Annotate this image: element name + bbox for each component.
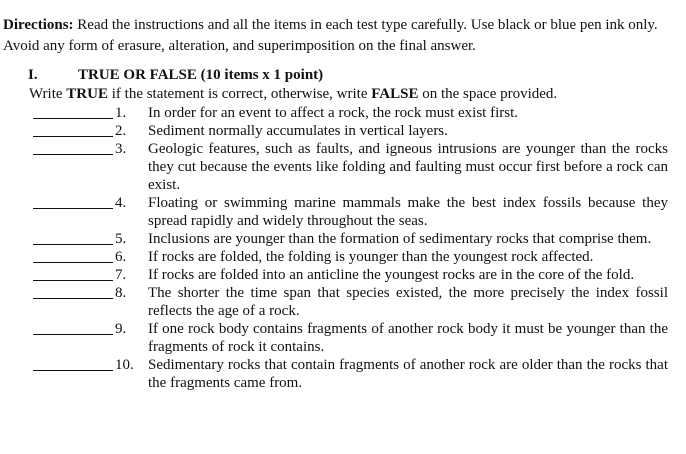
answer-blank[interactable] <box>33 266 113 281</box>
instruction-true-word: TRUE <box>66 86 108 102</box>
directions-label: Directions: <box>3 17 74 33</box>
question-item <box>3 104 668 122</box>
question-text: The shorter the time span that species existed, the more precisely the index fossil reflects the age of a rock. <box>148 285 668 319</box>
question-text: Inclusions are younger than the formation of sedimentary rocks that comprise them. <box>148 231 652 247</box>
question-number: 10. <box>115 357 134 373</box>
directions-paragraph <box>3 15 668 57</box>
question-number: 5. <box>115 231 127 247</box>
question-list <box>3 104 668 392</box>
instruction-false-word: FALSE <box>371 86 419 102</box>
question-number: 4. <box>115 195 127 211</box>
directions-text: Read the instructions and all the items in each test type carefully. Use black or blue pen ink only. Avoid any form of erasure, alteration, and superimposition on the final answer. <box>3 17 658 54</box>
instruction-suffix: on the space provided. <box>418 86 558 102</box>
answer-blank[interactable] <box>33 320 113 335</box>
question-number: 8. <box>115 285 127 301</box>
answer-blank[interactable] <box>33 104 113 119</box>
question-text: In order for an event to affect a rock, the rock must exist first. <box>148 105 519 121</box>
answer-blank[interactable] <box>33 284 113 299</box>
question-text: Sediment normally accumulates in vertical layers. <box>148 123 448 139</box>
answer-blank[interactable] <box>33 122 113 137</box>
section-heading <box>3 66 668 85</box>
answer-blank[interactable] <box>33 230 113 245</box>
answer-blank[interactable] <box>33 140 113 155</box>
question-number: 1. <box>115 105 127 121</box>
question-item <box>3 266 668 284</box>
section-number: I. <box>28 67 38 83</box>
instruction-prefix: Write <box>29 86 67 102</box>
question-number: 3. <box>115 141 127 157</box>
question-text: If one rock body contains fragments of another rock body it must be younger than the fragments of rock it contains. <box>148 321 668 355</box>
answer-blank[interactable] <box>33 356 113 371</box>
question-item <box>3 320 668 356</box>
section-instruction <box>3 85 668 104</box>
question-number: 7. <box>115 267 127 283</box>
question-text: Floating or swimming marine mammals make the best index fossils because they spread rapidly and widely throughout the seas. <box>148 195 668 229</box>
question-item <box>3 356 668 392</box>
question-text: Geologic features, such as faults, and igneous intrusions are younger than the rocks they cut because the events like folding and faulting must occur first before a rock can exist. <box>148 141 668 193</box>
question-number: 9. <box>115 321 127 337</box>
question-number: 6. <box>115 249 127 265</box>
answer-blank[interactable] <box>33 194 113 209</box>
question-item <box>3 140 668 194</box>
section-title: TRUE OR FALSE (10 items x 1 point) <box>78 67 324 83</box>
question-text: If rocks are folded into an anticline the youngest rocks are in the core of the fold. <box>148 267 635 283</box>
question-number: 2. <box>115 123 127 139</box>
question-text: If rocks are folded, the folding is younger than the youngest rock affected. <box>148 249 594 265</box>
question-item <box>3 122 668 140</box>
question-item <box>3 194 668 230</box>
question-item <box>3 230 668 248</box>
question-text: Sedimentary rocks that contain fragments of another rock are older than the rocks that the fragments came from. <box>148 357 668 391</box>
question-item <box>3 248 668 266</box>
instruction-middle: if the statement is correct, otherwise, write <box>107 86 372 102</box>
answer-blank[interactable] <box>33 248 113 263</box>
question-item <box>3 284 668 320</box>
